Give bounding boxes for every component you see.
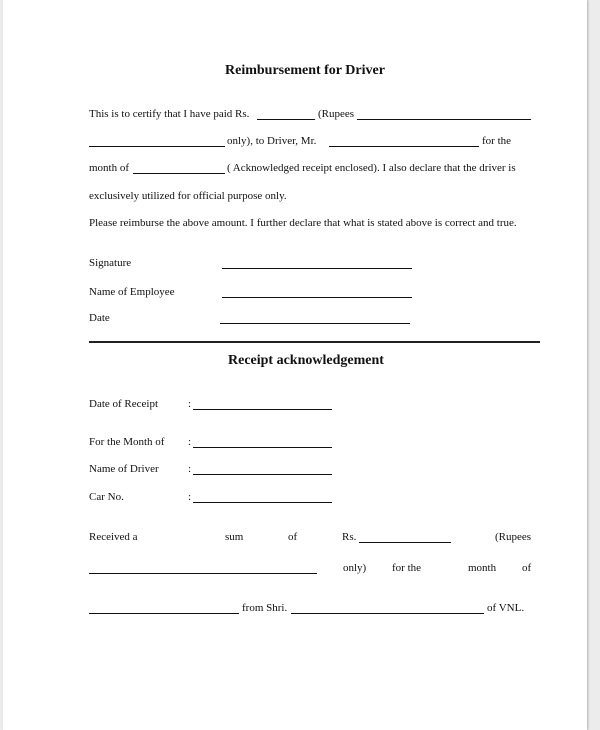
signature-blank[interactable]	[222, 268, 412, 269]
rs-text: Rs.	[342, 531, 357, 543]
month-text: month	[468, 562, 497, 574]
received-a-text: Received a	[89, 531, 138, 543]
shri-name-blank[interactable]	[291, 613, 484, 614]
for-the-text: for the	[482, 135, 512, 147]
date-of-receipt-blank[interactable]	[193, 409, 332, 410]
of-vnl-text: of VNL.	[487, 602, 525, 614]
document-page	[3, 0, 587, 730]
employee-name-label: Name of Employee	[89, 286, 175, 298]
rupees-words-continued-blank[interactable]	[89, 146, 225, 147]
rupees-text: (Rupees	[318, 108, 355, 120]
declaration-text: Please reimburse the above amount. I further declare that what is stated above is correct and true.	[89, 217, 517, 229]
colon: :	[188, 463, 192, 475]
driver-name-label: Name of Driver	[89, 463, 159, 475]
receipt-rupees-text: (Rupees	[495, 531, 532, 543]
certify-text: This is to certify that I have paid Rs.	[89, 108, 250, 120]
to-driver-text: only), to Driver, Mr.	[227, 135, 317, 147]
of-text-2: of	[522, 562, 532, 574]
colon: :	[188, 398, 192, 410]
date-blank[interactable]	[220, 323, 410, 324]
section-divider	[89, 341, 540, 343]
employee-name-blank[interactable]	[222, 297, 412, 298]
car-no-blank[interactable]	[193, 502, 332, 503]
driver-name-receipt-blank[interactable]	[193, 474, 332, 475]
month-receipt-blank[interactable]	[89, 613, 239, 614]
sum-text: sum	[225, 531, 244, 543]
receipt-rupees-words-blank[interactable]	[89, 573, 317, 574]
colon: :	[188, 436, 192, 448]
receipt-for-the-text: for the	[392, 562, 422, 574]
receipt-rs-blank[interactable]	[359, 542, 451, 543]
signature-label: Signature	[89, 257, 132, 269]
for-month-blank[interactable]	[193, 447, 332, 448]
date-of-receipt-label: Date of Receipt	[89, 398, 159, 410]
date-label: Date	[89, 312, 110, 324]
car-no-label: Car No.	[89, 491, 124, 503]
rs-amount-blank[interactable]	[257, 119, 315, 120]
acknowledged-text: ( Acknowledged receipt enclosed). I also declare that the driver is	[227, 162, 516, 174]
colon: :	[188, 491, 192, 503]
month-blank[interactable]	[133, 173, 225, 174]
official-purpose-text: exclusively utilized for official purpose only.	[89, 190, 287, 202]
month-of-text: month of	[89, 162, 130, 174]
of-text: of	[288, 531, 298, 543]
from-shri-text: from Shri.	[242, 602, 288, 614]
driver-name-blank[interactable]	[329, 146, 479, 147]
receipt-title: Receipt acknowledgement	[228, 353, 384, 368]
rupees-words-blank[interactable]	[357, 119, 531, 120]
for-month-label: For the Month of	[89, 436, 165, 448]
reimbursement-title: Reimbursement for Driver	[225, 63, 385, 78]
only-text: only)	[343, 562, 367, 574]
